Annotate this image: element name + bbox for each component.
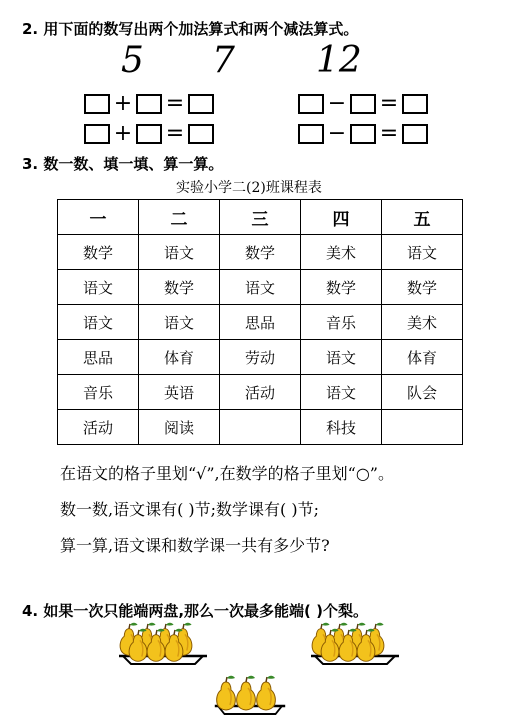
plate-of-pears-right [290, 620, 420, 670]
question-4-title: 4. 如果一次只能端两盘,那么一次最多能端( )个梨。 [22, 602, 368, 620]
answer-box[interactable] [84, 94, 110, 114]
answer-box[interactable] [84, 124, 110, 144]
table-cell[interactable]: 语文 [301, 340, 382, 375]
table-cell[interactable]: 语文 [382, 235, 463, 270]
answer-box[interactable] [136, 124, 162, 144]
table-cell[interactable]: 数学 [382, 270, 463, 305]
table-cell[interactable]: 体育 [382, 340, 463, 375]
instruction-mark-cells: 在语文的格子里划“√”,在数学的格子里划“○”。 [60, 464, 394, 483]
equals-sign: = [379, 121, 399, 146]
timetable-caption: 实验小学二(2)班课程表 [176, 180, 322, 196]
table-header-row [58, 200, 463, 235]
table-cell[interactable]: 语文 [58, 270, 139, 305]
number-7: 7 [212, 40, 235, 81]
table-cell[interactable]: 思品 [220, 305, 301, 340]
table-cell[interactable]: 阅读 [139, 410, 220, 445]
table-cell[interactable]: 美术 [301, 235, 382, 270]
answer-box[interactable] [298, 94, 324, 114]
plus-sign: + [113, 91, 133, 116]
table-cell[interactable]: 队会 [382, 375, 463, 410]
table-cell[interactable]: 数学 [220, 235, 301, 270]
number-5: 5 [121, 40, 144, 81]
question-3-title: 3. 数一数、填一填、算一算。 [22, 155, 224, 173]
table-cell[interactable]: 语文 [139, 235, 220, 270]
answer-box[interactable] [402, 124, 428, 144]
class-timetable [57, 199, 463, 445]
table-row [58, 340, 463, 375]
header-cell: 二 [139, 200, 220, 235]
plus-sign: + [113, 121, 133, 146]
answer-box[interactable] [350, 124, 376, 144]
table-cell[interactable]: 思品 [58, 340, 139, 375]
header-cell: 三 [220, 200, 301, 235]
pear-icon [217, 676, 236, 710]
table-row [58, 270, 463, 305]
question-2-title: 2. 用下面的数写出两个加法算式和两个减法算式。 [22, 20, 359, 38]
answer-box[interactable] [136, 94, 162, 114]
minus-sign: − [327, 121, 347, 146]
header-cell: 四 [301, 200, 382, 235]
table-row [58, 235, 463, 270]
table-row [58, 410, 463, 445]
addition-equation-1 [84, 91, 214, 116]
table-cell[interactable]: 音乐 [58, 375, 139, 410]
table-cell[interactable]: 科技 [301, 410, 382, 445]
table-cell[interactable]: 活动 [220, 375, 301, 410]
table-cell[interactable]: 语文 [220, 270, 301, 305]
instruction-count-lessons: 数一数,语文课有( )节;数学课有( )节; [60, 500, 320, 519]
number-12: 12 [316, 40, 362, 81]
table-cell[interactable]: 英语 [139, 375, 220, 410]
pear-icon [237, 676, 256, 710]
minus-sign: − [327, 91, 347, 116]
subtraction-equation-2 [298, 121, 428, 146]
header-cell: 五 [382, 200, 463, 235]
table-cell[interactable]: 语文 [301, 375, 382, 410]
answer-box[interactable] [188, 124, 214, 144]
table-cell[interactable] [382, 410, 463, 445]
table-cell[interactable] [220, 410, 301, 445]
table-cell[interactable]: 体育 [139, 340, 220, 375]
instruction-total-lessons: 算一算,语文课和数学课一共有多少节? [60, 536, 330, 555]
table-cell[interactable]: 语文 [139, 305, 220, 340]
equals-sign: = [165, 91, 185, 116]
answer-box[interactable] [402, 94, 428, 114]
pear-icon [257, 676, 276, 710]
plate-of-pears-left [98, 620, 228, 670]
table-cell[interactable]: 劳动 [220, 340, 301, 375]
table-cell[interactable]: 活动 [58, 410, 139, 445]
table-cell[interactable]: 语文 [58, 305, 139, 340]
answer-box[interactable] [350, 94, 376, 114]
plate-of-pears-bottom [195, 670, 305, 720]
table-cell[interactable]: 数学 [301, 270, 382, 305]
table-row [58, 305, 463, 340]
equals-sign: = [379, 91, 399, 116]
table-cell[interactable]: 数学 [139, 270, 220, 305]
table-cell[interactable]: 数学 [58, 235, 139, 270]
header-cell: 一 [58, 200, 139, 235]
answer-box[interactable] [298, 124, 324, 144]
equals-sign: = [165, 121, 185, 146]
table-row [58, 375, 463, 410]
answer-box[interactable] [188, 94, 214, 114]
table-cell[interactable]: 美术 [382, 305, 463, 340]
table-cell[interactable]: 音乐 [301, 305, 382, 340]
addition-equation-2 [84, 121, 214, 146]
subtraction-equation-1 [298, 91, 428, 116]
